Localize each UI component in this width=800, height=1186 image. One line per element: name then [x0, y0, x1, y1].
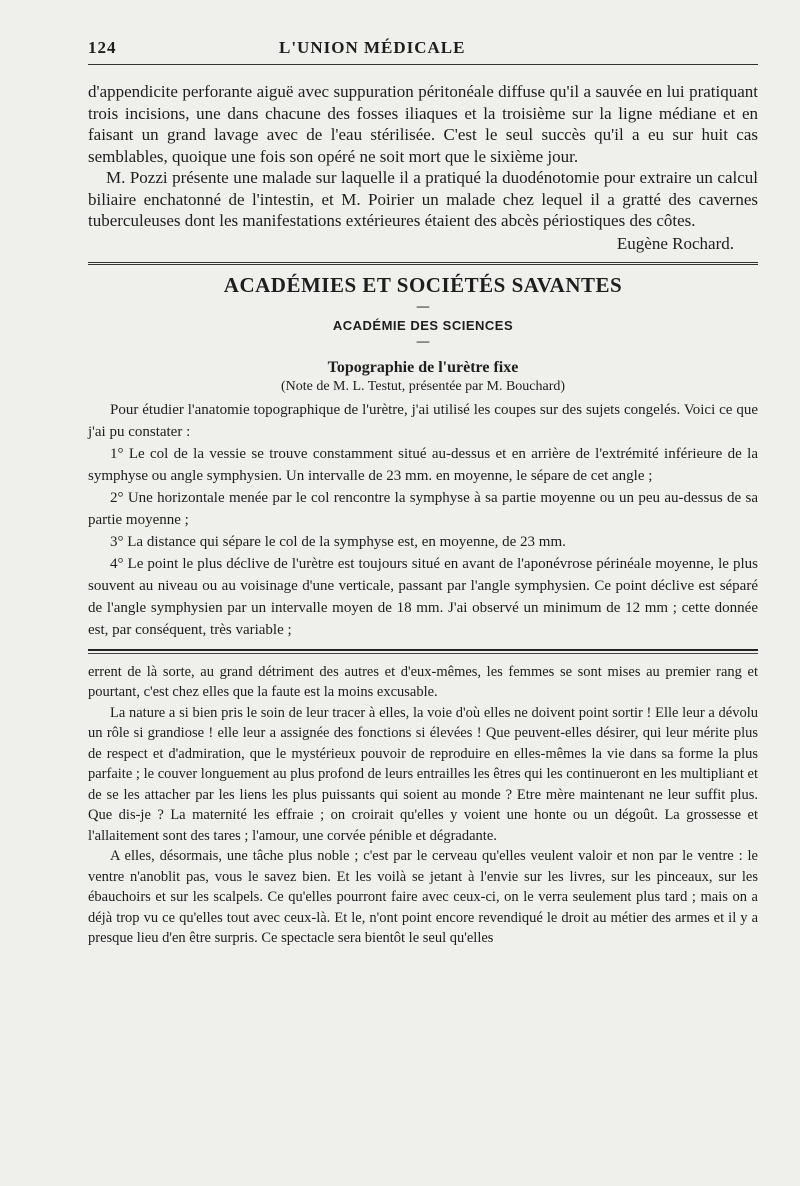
article-paragraph-1: Pour étudier l'anatomie topographique de l'urètre, j'ai utilisé les coupes sur des sujets congelés. Voici ce que j'ai pu constater :: [88, 401, 758, 440]
article-paragraph-5: 4° Le point le plus déclive de l'urètre est toujours situé en avant de l'aponévrose périnéale moyenne, le plus souvent au niveau ou au voisinage d'une verticale, passant par l'angle symphysien. Ce point déclive est séparé de l'angle symphysien par un intervalle moyen de 18 mm. J'ai observé un minimum de 12 mm ; cette donnée est, par conséquent, très variable ;: [88, 555, 758, 638]
feuilleton-rule-top: [88, 649, 758, 651]
section-title: ACADÉMIES ET SOCIÉTÉS SAVANTES: [223, 272, 623, 297]
header-rule: [88, 64, 758, 65]
running-head: [88, 38, 758, 58]
feuilleton-rule-bottom: [88, 653, 758, 654]
feuilleton-paragraph-3: A elles, désormais, une tâche plus noble ; c'est par le cerveau qu'elles veulent valoir et non par le ventre : le ventre n'anoblit pas, vous le savez bien. Et les voilà se jetant à l'envie sur les livres, sur les pinceaux, sur les ébauchoirs et sur les scalpels. Ce qu'elles pourront faire avec ceux-ci, on le verra seulement plus tard ; mais on a déjà trop vu ce qu'elles tout avec ceux-là. Et le, n'ont point encore revendiqué le droit au métier des armes et il y a presque lieu d'en être surpris. Ce spectacle sera bientôt le seul qu'elles: [88, 848, 758, 946]
article-paragraph-3: 2° Une horizontale menée par le col rencontre la symphyse à sa partie moyenne ou un peu au-dessus de sa partie moyenne ;: [88, 489, 758, 528]
feuilleton-paragraph-1: errent de là sorte, au grand détriment des autres et d'eux-mêmes, les femmes se sont mises au premier rang et pourtant, c'est chez elles que la faute est la moins excusable.: [88, 663, 758, 700]
article-note: (Note de M. L. Testut, présentée par M. Bouchard): [280, 378, 566, 394]
feuilleton-paragraph-2: La nature a si bien pris le soin de leur tracer à elles, la voie d'où elles ne doivent point sortir ! Elle leur a dévolu un rôle si grandiose ! elle leur a assignée des fonctions si élevées ! Que peuvent-elles désirer, qui leur mérite plus de respect et d'admiration, que le mystérieux pouvoir de reproduire en elles-mêmes la vie dans sa forme la plus parfaite ; le couver longuement au plus profond de leurs entrailles les êtres qui les continueront en les multipliant et de se les attacher par les liens les plus puissants qui soient au monde ? Etre mère maintenant ne leur suffit plus. Que dis-je ? La maternité les effraie ; on croirait qu'elles y voient une honte ou un dégoût. La grossesse et l'allaitement sont des tares ; l'amour, une corvée pénible et dégradante.: [88, 704, 758, 844]
section-dash: —: [416, 298, 430, 315]
page-number: 124: [88, 38, 117, 57]
top-paragraph-1: d'appendicite perforante aiguë avec suppuration péritonéale diffuse qu'il a sauvée en lui pratiquant trois incisions, une dans chacune des fosses iliaques et la troisième sur la ligne médiane et en faisant un grand lavage avec de l'eau stérilisée. C'est le seul succès qu'il a eu sur huit cas semblables, quoique une fois son opéré ne soit mort que le sixième jour.: [88, 82, 758, 166]
journal-title: L'UNION MÉDICALE: [279, 38, 466, 57]
section-divider: [88, 262, 758, 265]
subsection-title: ACADÉMIE DES SCIENCES: [332, 317, 514, 333]
feuilleton-body: [88, 662, 758, 949]
article-paragraph-2: 1° Le col de la vessie se trouve constamment situé au-dessus et en arrière de l'extrémité inférieure de la symphyse ou angle symphysien. Un intervalle de 23 mm. en moyenne, le sépare de cet angle ;: [88, 445, 758, 484]
top-paragraph-2: M. Pozzi présente une malade sur laquelle il a pratiqué la duodénotomie pour extraire un calcul biliaire enchatonné de l'intestin, et M. Poirier un malade chez lequel il a gratté des cavernes tuberculeuses dont les manifestations extérieures étaient des abcès périostiques des côtes.: [88, 168, 758, 230]
subsection-dash: —: [416, 333, 430, 350]
article-title: Topographie de l'urètre fixe: [327, 358, 519, 376]
top-article: [88, 81, 758, 232]
article-body: [88, 399, 758, 641]
author-signature: Eugène Rochard.: [616, 233, 734, 253]
article-paragraph-4: 3° La distance qui sépare le col de la symphyse est, en moyenne, de 23 mm.: [110, 533, 566, 550]
